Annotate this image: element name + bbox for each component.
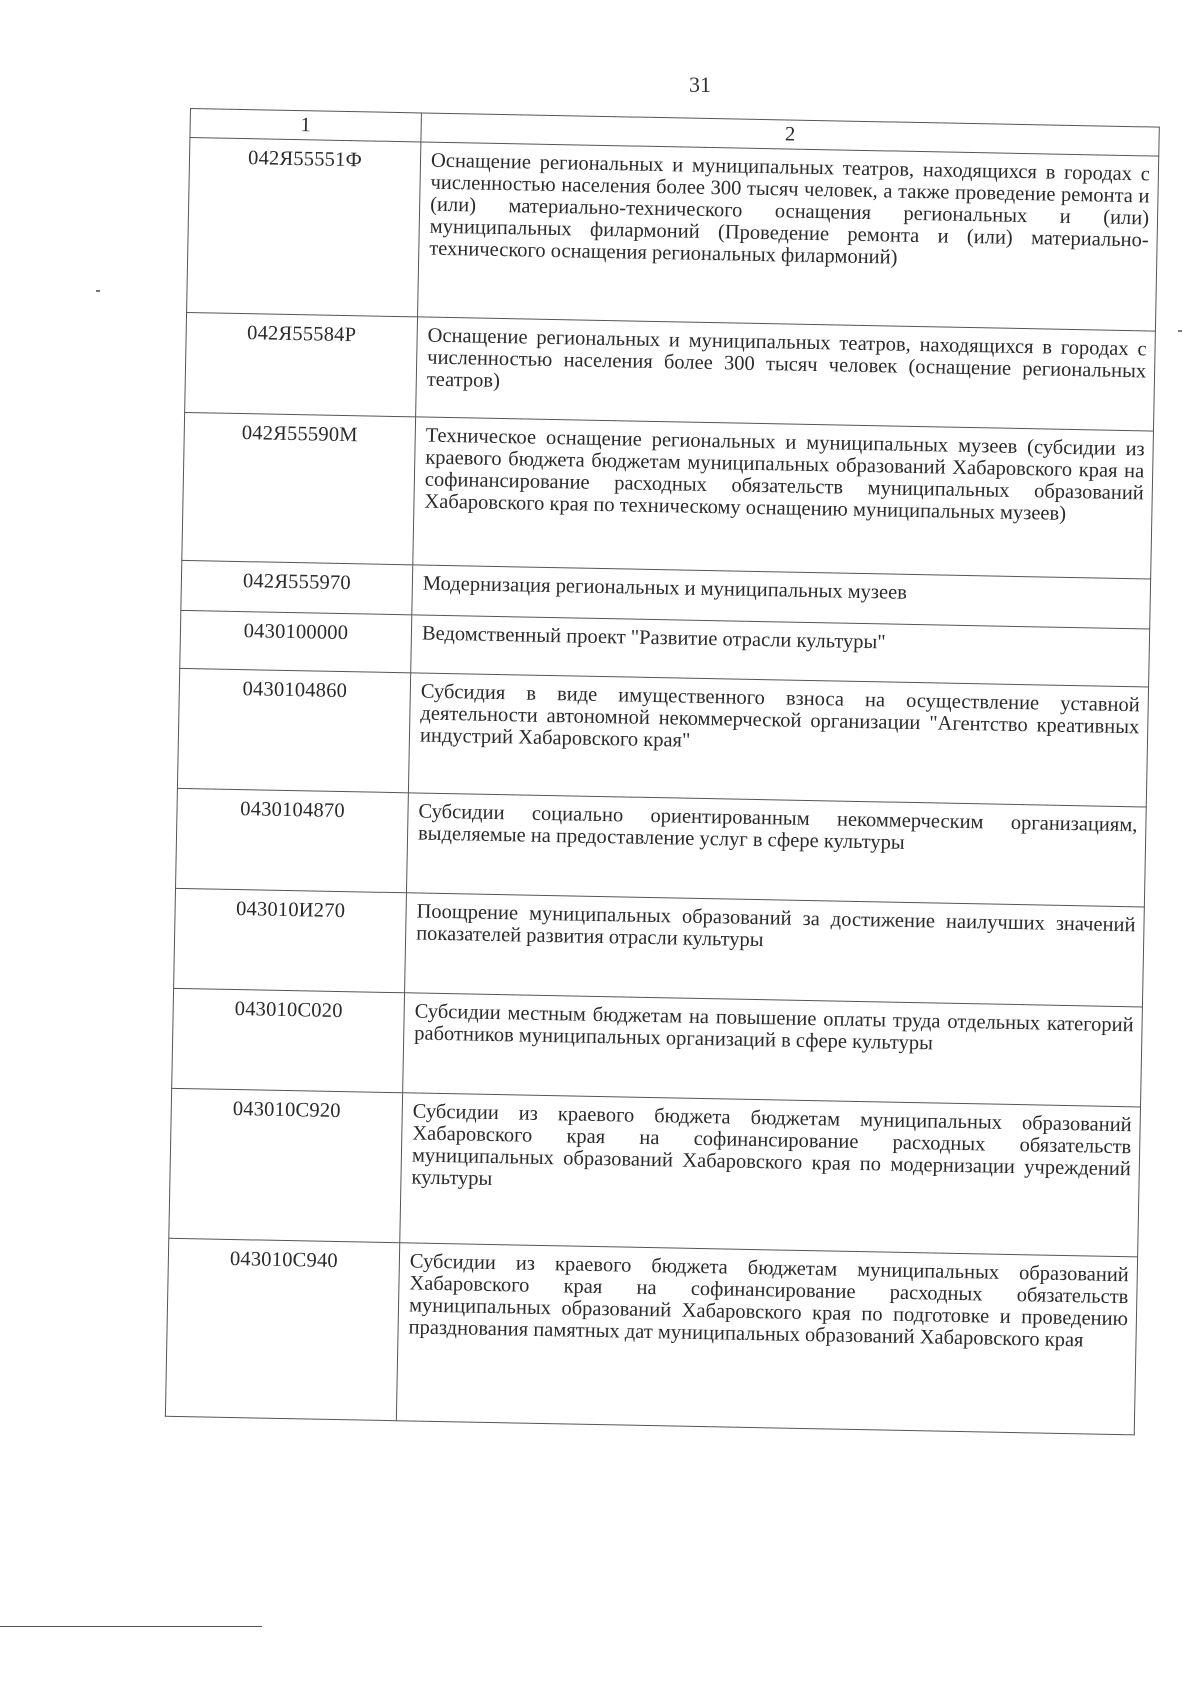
row-description: Модернизация региональных и муниципальных музеев <box>412 565 1151 629</box>
row-code: 043010С940 <box>165 1238 399 1420</box>
table-row <box>177 668 1148 807</box>
table-row <box>182 412 1154 579</box>
scan-speck <box>1178 330 1182 332</box>
table-row <box>176 788 1147 907</box>
row-code: 0430100000 <box>180 610 412 672</box>
column-header-description: 2 <box>421 113 1159 156</box>
budget-classification-table <box>165 108 1160 1435</box>
row-code: 042Я55590М <box>182 412 416 564</box>
column-header-code: 1 <box>190 109 422 142</box>
row-code: 043010С020 <box>172 988 405 1092</box>
row-code: 042Я55584Р <box>185 312 418 416</box>
table-row <box>172 988 1143 1107</box>
row-code: 042Я555970 <box>181 560 413 614</box>
table-row <box>187 138 1159 332</box>
row-description: Субсидия в виде имущественного взноса на осуществление уставной деятельности автономной некоммерческой организации "Агентство креативных индустрий Хабаровского края" <box>408 673 1148 807</box>
table-row <box>169 1088 1141 1257</box>
row-code: 0430104860 <box>177 668 410 792</box>
table-row <box>185 312 1156 431</box>
row-description: Ведомственный проект "Развитие отрасли культуры" <box>411 615 1150 687</box>
row-code: 0430104870 <box>176 788 409 892</box>
row-description: Техническое оснащение региональных и муниципальных музеев (субсидии из краевого бюджета бюджетам муниципальных образований Хабаровского края на софинансирование расходных обязательств муниципальных образований Хабаровского края по техническому оснащению муниципальных музеев) <box>413 417 1154 579</box>
row-description: Оснащение региональных и муниципальных театров, находящихся в городах с численностью населения более 300 тысяч человек (оснащение региональных театров) <box>416 317 1156 431</box>
row-description: Субсидии из краевого бюджета бюджетам муниципальных образований Хабаровского края на софинансирование расходных обязательств муниципальных образований Хабаровского края по подготовке и проведению празднования памятных дат муниципальных образований Хабаровского края <box>396 1243 1137 1435</box>
row-code: 043010С920 <box>169 1088 403 1242</box>
row-description: Поощрение муниципальных образований за достижение наилучших значений показателей развития отрасли культуры <box>405 893 1145 1007</box>
table-row <box>174 888 1145 1007</box>
row-description: Субсидии социально ориентированным некоммерческим организациям, выделяемые на предоставление услуг в сфере культуры <box>406 793 1146 907</box>
row-code: 042Я55551Ф <box>187 138 421 317</box>
row-code: 043010И270 <box>174 888 407 992</box>
footnote-separator <box>0 1626 262 1627</box>
row-description: Субсидии из краевого бюджета бюджетам муниципальных образований Хабаровского края на софинансирование расходных обязательств муниципальных образований Хабаровского края по модернизации учреждений культуры <box>400 1093 1141 1257</box>
table-row <box>165 1238 1137 1435</box>
scan-speck <box>96 290 100 292</box>
row-description: Оснащение региональных и муниципальных театров, находящихся в городах с численностью населения более 300 тысяч человек, а также проведение ремонта и (или) материально-технического оснащения региональных и (или) муниципальных филармоний (Проведение ремонта и (или) материально-технического оснащения региональных филармоний) <box>418 142 1159 331</box>
page-number: 31 <box>689 72 711 97</box>
row-description: Субсидии местным бюджетам на повышение оплаты труда отдельных категорий работников муниципальных организаций в сфере культуры <box>403 993 1143 1107</box>
